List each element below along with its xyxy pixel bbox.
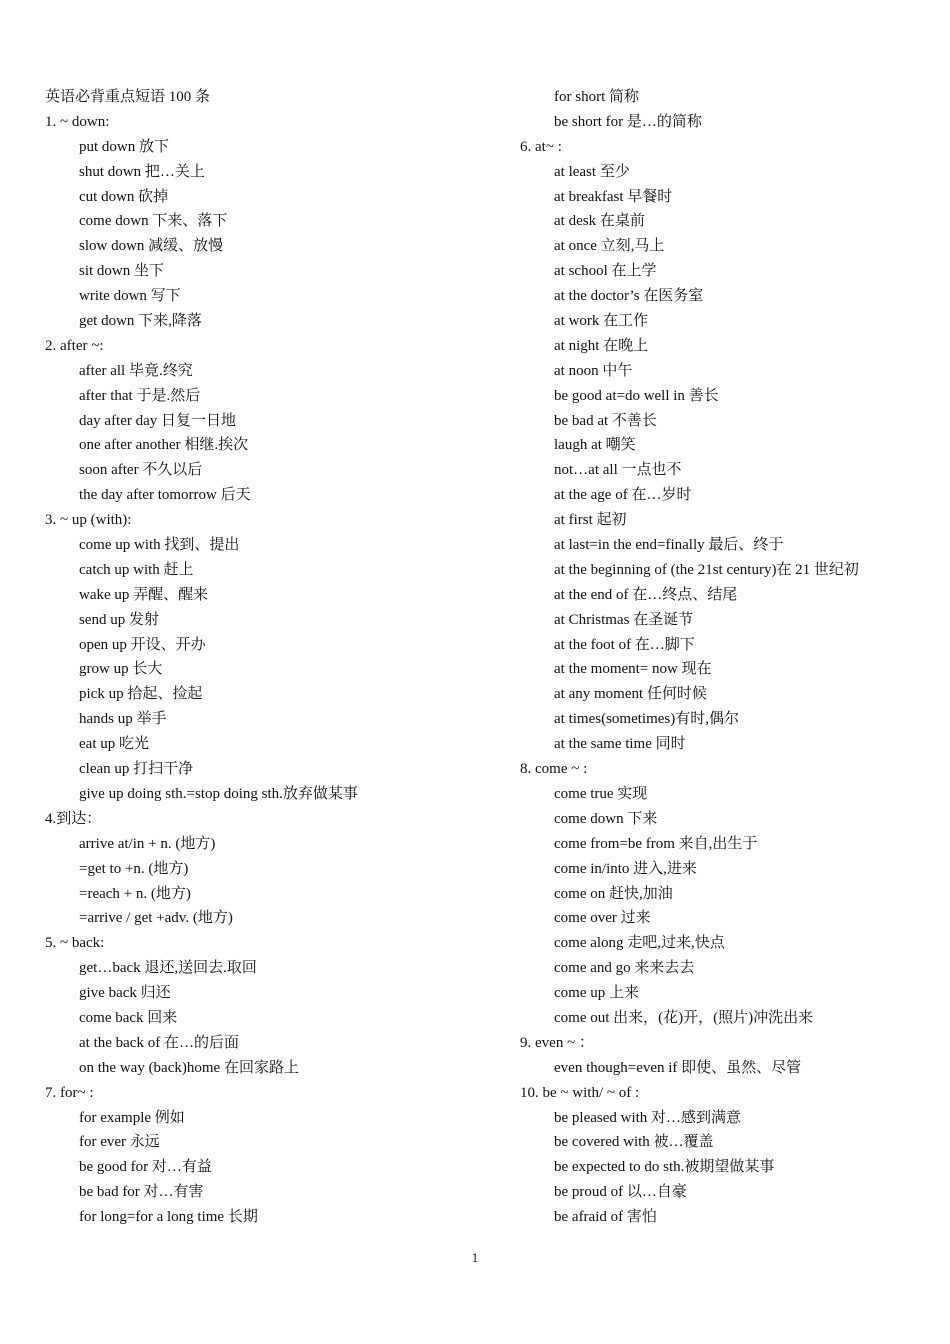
phrase-item: at the end of 在…终点、结尾: [554, 586, 738, 603]
phrase-item: for ever 永远: [79, 1134, 160, 1151]
phrase-item: for short 简称: [554, 89, 639, 105]
phrase-item: =reach + n. (地方): [79, 885, 191, 902]
phrase-item: at desk 在桌前: [554, 213, 645, 230]
phrase-item: catch up with 赶上: [79, 561, 194, 578]
phrase-item: at least 至少: [554, 163, 630, 180]
section-heading: 2. after ~:: [45, 337, 104, 354]
section-heading: 8. come ~ :: [520, 761, 588, 778]
phrase-item: at the age of 在…岁时: [554, 487, 692, 504]
phrase-item: come out 出来，(花)开，(照片)冲洗出来: [554, 1009, 814, 1026]
phrase-item: come and go 来来去去: [554, 960, 695, 977]
phrase-item: come from=be from 来自,出生于: [554, 835, 758, 852]
phrase-item: after that 于是.然后: [79, 387, 201, 404]
phrase-item: come up 上来: [554, 985, 639, 1002]
phrase-item: get…back 退还,送回去.取回: [79, 960, 257, 977]
phrase-item: eat up 吃光: [79, 736, 149, 753]
phrase-item: soon after 不久以后: [79, 462, 203, 479]
phrase-item: come on 赶快,加油: [554, 885, 673, 902]
phrase-item: at times(sometimes)有时,偶尔: [554, 711, 739, 728]
phrase-item: =arrive / get +adv. (地方): [79, 910, 233, 927]
phrase-item: at any moment 任何时候: [554, 686, 707, 703]
phrase-item: at breakfast 早餐时: [554, 188, 673, 205]
phrase-item: be short for 是…的简称: [554, 113, 702, 130]
phrase-item: at noon 中午: [554, 362, 633, 379]
phrase-item: be bad for 对…有害: [79, 1184, 204, 1201]
phrase-item: come along 走吧,过来,快点: [554, 935, 725, 952]
phrase-item: even though=even if 即使、虽然、尽管: [554, 1059, 802, 1076]
phrase-item: come true 实现: [554, 785, 648, 802]
phrase-item: come over 过来: [554, 910, 651, 927]
phrase-item: put down 放下: [79, 138, 170, 155]
phrase-item: come down 下来: [554, 810, 658, 827]
phrase-item: day after day 日复一日地: [79, 412, 237, 429]
phrase-item: wake up 弄醒、醒来: [79, 586, 209, 603]
phrase-item: laugh at 嘲笑: [554, 437, 636, 454]
phrase-item: after all 毕竟.终究: [79, 362, 193, 379]
phrase-item: come up with 找到、提出: [79, 537, 240, 554]
phrase-item: at Christmas 在圣诞节: [554, 611, 694, 628]
phrase-item: at night 在晚上: [554, 337, 649, 354]
phrase-item: be good at=do well in 善长: [554, 387, 719, 404]
phrase-item: grow up 长大: [79, 661, 163, 678]
phrase-item: at first 起初: [554, 512, 627, 529]
phrase-item: at the beginning of (the 21st century)在 21 世纪初: [554, 561, 859, 578]
phrase-item: be good for 对…有益: [79, 1159, 212, 1176]
section-heading: 1. ~ down:: [45, 113, 110, 130]
phrase-item: write down 写下: [79, 288, 181, 305]
phrase-item: give back 归还: [79, 985, 171, 1002]
phrase-item: arrive at/in + n. (地方): [79, 835, 216, 852]
phrase-item: at the same time 同时: [554, 736, 686, 753]
page-number: 1: [471, 1250, 479, 1265]
phrase-item: give up doing sth.=stop doing sth.放弃做某事: [79, 785, 358, 802]
phrase-item: be proud of 以…自豪: [554, 1184, 687, 1201]
phrase-item: be expected to do sth.被期望做某事: [554, 1159, 775, 1176]
section-heading: 6. at~ :: [520, 138, 562, 155]
phrase-item: sit down 坐下: [79, 263, 165, 280]
section-heading: 5. ~ back:: [45, 935, 105, 952]
phrase-item: on the way (back)home 在回家路上: [79, 1059, 299, 1076]
phrase-item: clean up 打扫干净: [79, 761, 194, 778]
phrase-item: cut down 砍掉: [79, 188, 169, 205]
phrase-item: come back 回来: [79, 1009, 178, 1026]
phrase-item: shut down 把…关上: [79, 163, 205, 180]
phrase-item: at the doctor’s 在医务室: [554, 288, 704, 305]
phrase-item: the day after tomorrow 后天: [79, 487, 251, 504]
document-title: 英语必背重点短语 100 条: [45, 89, 211, 105]
phrase-item: come down 下来、落下: [79, 213, 228, 230]
section-heading: 10. be ~ with/ ~ of :: [520, 1084, 640, 1101]
phrase-item: open up 开设、开办: [79, 636, 206, 653]
section-heading: 3. ~ up (with):: [45, 512, 132, 529]
section-heading: 7. for~ :: [45, 1084, 94, 1101]
phrase-item: at last=in the end=finally 最后、终于: [554, 537, 784, 554]
phrase-item: at school 在上学: [554, 263, 657, 280]
section-heading: 4.到达：: [45, 810, 102, 827]
phrase-item: not…at all 一点也不: [554, 462, 682, 479]
phrase-item: at the moment= now 现在: [554, 661, 712, 678]
phrase-item: for example 例如: [79, 1109, 185, 1126]
phrase-item: at the foot of 在…脚下: [554, 636, 695, 653]
left-column: [45, 85, 485, 1230]
phrase-item: =get to +n. (地方): [79, 860, 189, 877]
phrase-item: at once 立刻,马上: [554, 238, 665, 255]
phrase-item: pick up 拾起、捡起: [79, 686, 203, 703]
phrase-item: come in/into 进入,进来: [554, 860, 697, 877]
phrase-item: at work 在工作: [554, 313, 649, 330]
phrase-item: get down 下来,降落: [79, 313, 202, 330]
phrase-item: be afraid of 害怕: [554, 1209, 657, 1226]
section-heading: 9. even ~ ：: [520, 1034, 594, 1051]
phrase-item: send up 发射: [79, 611, 159, 628]
phrase-item: one after another 相继.挨次: [79, 437, 249, 454]
phrase-item: be bad at 不善长: [554, 412, 657, 429]
phrase-item: be covered with 被…覆盖: [554, 1134, 714, 1151]
phrase-item: slow down 减缓、放慢: [79, 238, 224, 255]
phrase-item: for long=for a long time 长期: [79, 1209, 258, 1226]
phrase-item: hands up 举手: [79, 711, 167, 728]
right-column: [520, 85, 940, 1230]
phrase-item: be pleased with 对…感到满意: [554, 1109, 742, 1126]
phrase-item: at the back of 在…的后面: [79, 1034, 239, 1051]
